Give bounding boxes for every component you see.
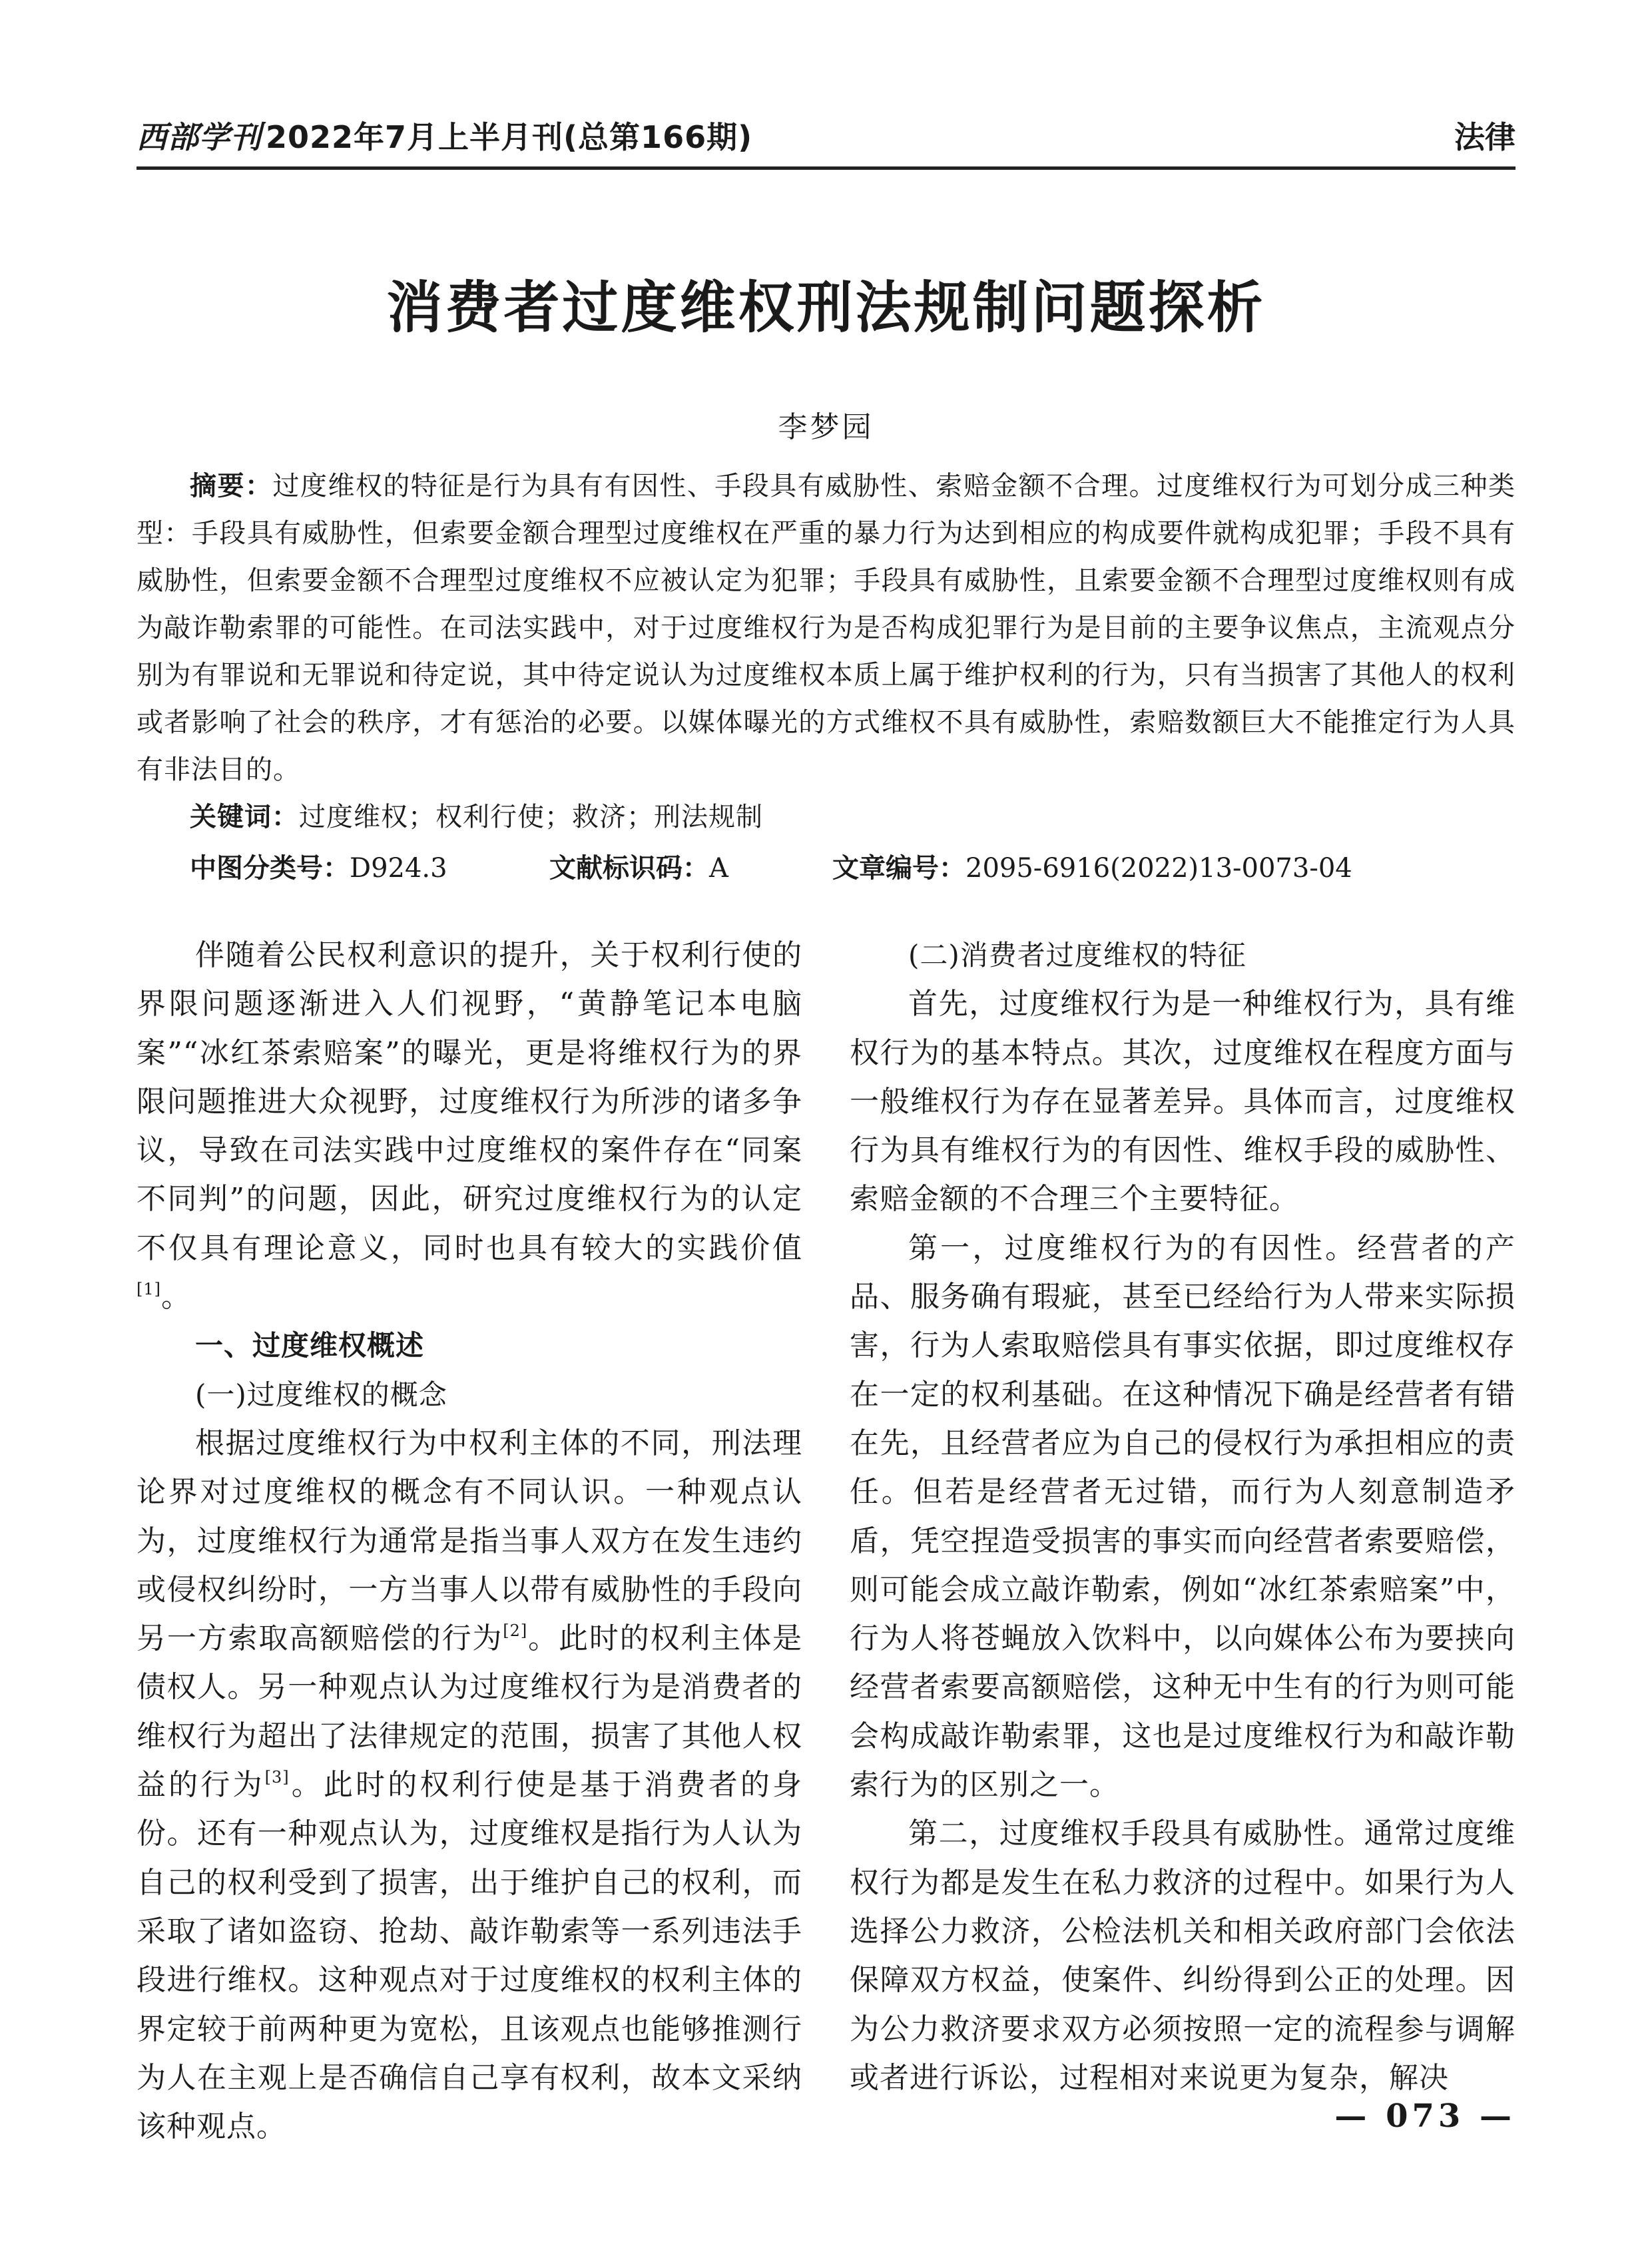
journal-issue [137, 113, 752, 157]
citation-ref: [3] [264, 1768, 290, 1787]
page-number: — 073 — [1334, 2098, 1515, 2135]
subsection-heading: (一)过度维权的概念 [195, 1378, 447, 1411]
paragraph: 首先，过度维权行为是一种维权行为，具有维权行为的基本特点。其次，过度维权在程度方面与一般维权行为存在显著差异。具体而言，过度维权行为具有维权行为的有因性、维权手段的威胁性、索赔金额的不合理三个主要特征。 [850, 987, 1515, 1217]
journal-logo: 西部学刊 [137, 119, 262, 155]
classification-info [190, 847, 1515, 887]
left-column [137, 931, 802, 2151]
paragraph: 第二，过度维权手段具有威胁性。通常过度维权行为都是发生在私力救济的过程中。如果行为人选择公力救济，公检法机关和相关政府部门会依法保障双方权益，使案件、纠纷得到公正的处理。因为公力救济要求双方必须按照一定的流程参与调解或者进行诉讼，过程相对来说更为复杂，解决 [850, 1817, 1515, 2095]
subsection-heading: (二)消费者过度维权的特征 [908, 939, 1246, 972]
keywords-text: 过度维权；权利行使；救济；刑法规制 [299, 802, 763, 832]
paragraph: 第一，过度维权行为的有因性。经营者的产品、服务确有瑕疵，甚至已经给行为人带来实际损害，行为人索取赔偿具有事实依据，即过度维权存在一定的权利基础。在这种情况下确是经营者有错在先，且经营者应为自己的侵权行为承担相应的责任。但若是经营者无过错，而行为人刻意制造矛盾，凭空捏造受损害的事实而向经营者索要赔偿，则可能会成立敲诈勒索，例如“冰红茶索赔案”中，行为人将苍蝇放入饮料中，以向媒体公布为要挟向经营者索要高额赔偿，这种无中生有的行为则可能会构成敲诈勒索罪，这也是过度维权行为和敲诈勒索行为的区别之一。 [850, 1231, 1515, 1803]
abstract [137, 463, 1515, 794]
clc-number: 中图分类号：D924.3 [190, 853, 447, 884]
abstract-text: 过度维权的特征是行为具有有因性、手段具有威胁性、索赔金额不合理。过度维权行为可划分成三种类型：手段具有威胁性，但索要金额合理型过度维权在严重的暴力行为达到相应的构成要件就构成犯罪；手段不具有威胁性，但索要金额不合理型过度维权不应被认定为犯罪；手段具有威胁性，且索要金额不合理型过度维权则有成为敲诈勒索罪的可能性。在司法实践中，对于过度维权行为是否构成犯罪行为是目前的主要争议焦点，主流观点分别为有罪说和无罪说和待定说，其中待定说认为过度维权本质上属于维护权利的行为，只有当损害了其他人的权利或者影响了社会的秩序，才有惩治的必要。以媒体曝光的方式维权不具有威胁性，索赔数额巨大不能推定行为人具有非法目的。 [137, 471, 1515, 785]
section-heading: 一、过度维权概述 [195, 1329, 425, 1362]
citation-ref: [1] [137, 1280, 161, 1299]
header-rule [137, 166, 1515, 170]
issue-info: 2022年7月上半月刊(总第166期) [266, 119, 753, 155]
article-title: 消费者过度维权刑法规制问题探析 [386, 274, 1266, 340]
running-header [137, 107, 1515, 160]
citation-ref: [2] [503, 1621, 528, 1641]
section-tag: 法律 [1454, 119, 1515, 155]
paragraph: 根据过度维权行为中权利主体的不同，刑法理论界对过度维权的概念有不同认识。一种观点认为，过度维权行为通常是指当事人双方在发生违约或侵权纠纷时，一方当事人以带有威胁性的手段向另一方索取高额赔偿的行为[2]。此时的权利主体是债权人。另一种观点认为过度维权行为是消费者的维权行为超出了法律规定的范围，损害了其他人权益的行为[3]。此时的权利行使是基于消费者的身份。还有一种观点认为，过度维权是指行为人认为自己的权利受到了损害，出于维护自己的权利，而采取了诸如盗窃、抢劫、敲诈勒索等一系列违法手段进行维权。这种观点对于过度维权的权利主体的界定较于前两种更为宽松，且该观点也能够推测行为人在主观上是否确信自己享有权利，故本文采纳该种观点。 [137, 1426, 803, 2144]
article-number: 文章编号：2095-6916(2022)13-0073-04 [832, 853, 1352, 884]
document-code: 文献标识码：A [549, 853, 728, 884]
abstract-label: 摘要： [190, 471, 273, 501]
article-author: 李梦园 [778, 410, 874, 444]
paragraph: 伴随着公民权利意识的提升，关于权利行使的界限问题逐渐进入人们视野，“黄静笔记本电脑案”“冰红茶索赔案”的曝光，更是将维权行为的界限问题推进大众视野，过度维权行为所涉的诸多争议，导致在司法实践中过度维权的案件存在“同案不同判”的问题，因此，研究过度维权行为的认定不仅具有理论意义，同时也具有较大的实践价值[1]。 [137, 938, 802, 1314]
right-column [850, 931, 1515, 2102]
keywords [190, 796, 1515, 834]
keywords-label: 关键词： [190, 802, 299, 832]
